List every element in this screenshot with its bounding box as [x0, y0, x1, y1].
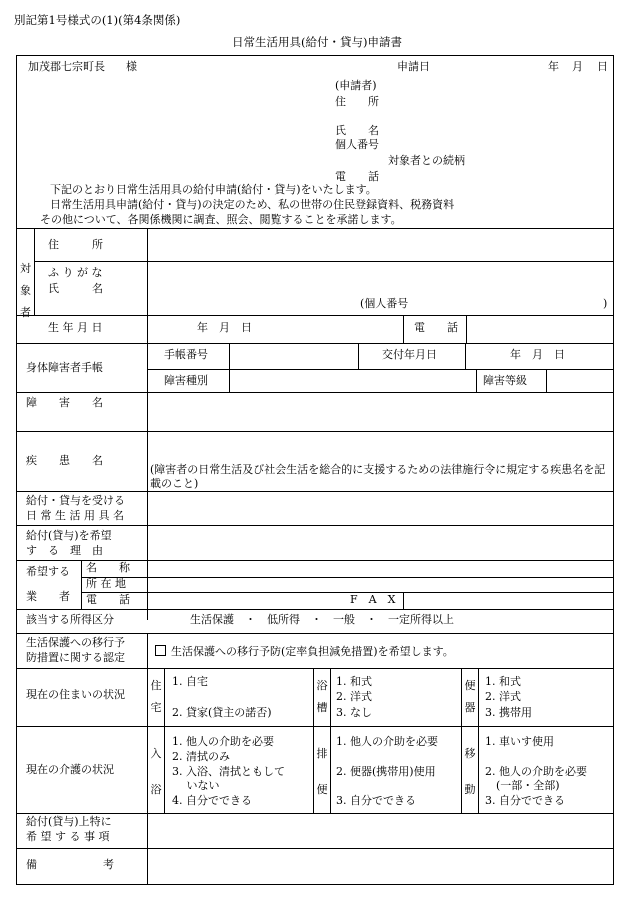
excretion-option-1[interactable]: 1. 他人の介助を必要	[336, 735, 438, 748]
disability-type-label: 障害種別	[164, 374, 208, 387]
excretion-option-2[interactable]: 2. 便器(携帯用)使用	[336, 765, 436, 778]
subject-birth-units: 年 月 日	[197, 321, 252, 334]
date-year: 年	[548, 60, 559, 73]
equipment-label-2: 日 常 生 活 用 具 名	[26, 509, 124, 522]
form-title: 日常生活用具(給付・貸与)申請書	[232, 35, 402, 49]
date-day: 日	[597, 60, 608, 73]
residence-option-2[interactable]: 2. 貸家(貸主の諾否)	[172, 706, 272, 719]
reason-label-1: 給付(貸与)を希望	[26, 529, 112, 542]
care-label: 現在の介護の状況	[26, 763, 114, 776]
mobility-label: 移 動	[464, 747, 476, 796]
vendor-phone-label: 電 話	[86, 593, 130, 606]
transition-checkbox-row	[155, 645, 454, 659]
applicant-name-label: 氏 名	[335, 124, 379, 137]
bath-option-2[interactable]: 2. 洋式	[336, 690, 372, 703]
mobility-option-2-cont: (一部・全部)	[485, 779, 560, 792]
toilet-option-1[interactable]: 1. 和式	[485, 675, 521, 688]
addressee: 加茂郡七宗町長	[28, 60, 105, 73]
excretion-label: 排 便	[316, 747, 328, 796]
excretion-option-3[interactable]: 3. 自分でできる	[336, 794, 416, 807]
transition-checkbox[interactable]	[155, 645, 166, 656]
subject-personal-no-label: (個人番号	[360, 297, 409, 310]
bath-label: 浴 槽	[316, 679, 328, 714]
issue-date-label: 交付年月日	[382, 348, 437, 361]
equipment-label-1: 給付・貸与を受ける	[26, 494, 125, 507]
vendor-label-1: 希望する	[26, 565, 70, 578]
bathing-option-3[interactable]: 3. 入浴、清拭ともして	[172, 765, 285, 778]
transition-label-1: 生活保護への移行予	[26, 636, 125, 649]
income-options[interactable]: 生活保護 ・ 低所得 ・ 一般 ・ 一定所得以上	[190, 613, 454, 626]
applicant-heading: (申請者)	[335, 79, 377, 92]
date-month: 月	[572, 60, 583, 73]
bathing-option-3-cont: いない	[172, 779, 220, 792]
income-label: 該当する所得区分	[26, 613, 114, 626]
disability-name-label: 障 害 名	[26, 396, 103, 409]
declaration-line-2: 日常生活用具申請(給付・貸与)の決定のため、私の世帯の住民登録資料、税務資料	[50, 198, 455, 211]
reason-label-2: す る 理 由	[26, 544, 103, 557]
mobility-option-1[interactable]: 1. 車いす使用	[485, 735, 554, 748]
applicant-personal-no-label: 個人番号	[335, 138, 379, 151]
handbook-label: 身体障害者手帳	[26, 361, 103, 374]
residence-label: 住 宅	[150, 679, 162, 714]
subject-birth-label: 生 年 月 日	[48, 321, 103, 334]
mobility-option-3[interactable]: 3. 自分でできる	[485, 794, 565, 807]
issue-date-units: 年 月 日	[510, 348, 565, 361]
mobility-option-2[interactable]: 2. 他人の介助を必要	[485, 765, 587, 778]
applicant-relation-label: 対象者との続柄	[388, 154, 465, 167]
subject-name-label: 氏 名	[48, 282, 103, 295]
bathing-option-4[interactable]: 4. 自分でできる	[172, 794, 252, 807]
form-reference: 別記第1号様式の(1)(第4条関係)	[14, 13, 181, 27]
vendor-location-label: 所 在 地	[86, 577, 126, 590]
subject-furigana-label: ふ り が な	[48, 266, 103, 279]
housing-label: 現在の住まいの状況	[26, 688, 125, 701]
special-request-label-1: 給付(貸与)上特に	[26, 815, 112, 828]
declaration-line-3: その他について、各関係機関に調査、照会、閲覧することを承諾します。	[40, 213, 402, 226]
handbook-number-label: 手帳番号	[164, 348, 208, 361]
toilet-option-3[interactable]: 3. 携帯用	[485, 706, 532, 719]
residence-option-1[interactable]: 1. 自宅	[172, 675, 208, 688]
applicant-address-label: 住 所	[335, 95, 379, 108]
vendor-name-label: 名 称	[86, 561, 130, 574]
subject-address-label: 住 所	[48, 238, 103, 251]
addressee-suffix: 様	[126, 60, 137, 73]
disease-name-label: 疾 患 名	[26, 454, 103, 467]
subject-personal-no-close: )	[603, 297, 608, 310]
toilet-option-2[interactable]: 2. 洋式	[485, 690, 521, 703]
date-label: 申請日	[397, 60, 430, 73]
vendor-label-2: 業 者	[26, 590, 70, 603]
special-request-label-2: 希 望 す る 事 項	[26, 830, 110, 843]
transition-checkbox-label: 生活保護への移行予防(定率負担減免措置)を希望します。	[171, 645, 454, 658]
bathing-option-1[interactable]: 1. 他人の介助を必要	[172, 735, 274, 748]
vendor-fax-label: F A X	[350, 593, 396, 606]
bath-option-1[interactable]: 1. 和式	[336, 675, 372, 688]
subject-group-label: 対 象 者	[20, 262, 31, 319]
remarks-label: 備 考	[26, 858, 114, 871]
transition-label-2: 防措置に関する認定	[26, 651, 125, 664]
toilet-label: 便 器	[464, 679, 476, 714]
declaration-line-1: 下記のとおり日常生活用具の給付申請(給付・貸与)をいたします。	[50, 183, 377, 196]
applicant-phone-label: 電 話	[335, 170, 379, 183]
subject-phone-label: 電 話	[414, 321, 458, 334]
disease-note: (障害者の日常生活及び社会生活を総合的に支援するための法律施行令に規定する疾患名を記載のこと)	[150, 463, 606, 490]
bath-option-3[interactable]: 3. なし	[336, 706, 372, 719]
disability-grade-label: 障害等級	[483, 374, 527, 387]
bathing-label: 入 浴	[150, 747, 162, 796]
bathing-option-2[interactable]: 2. 清拭のみ	[172, 750, 230, 763]
